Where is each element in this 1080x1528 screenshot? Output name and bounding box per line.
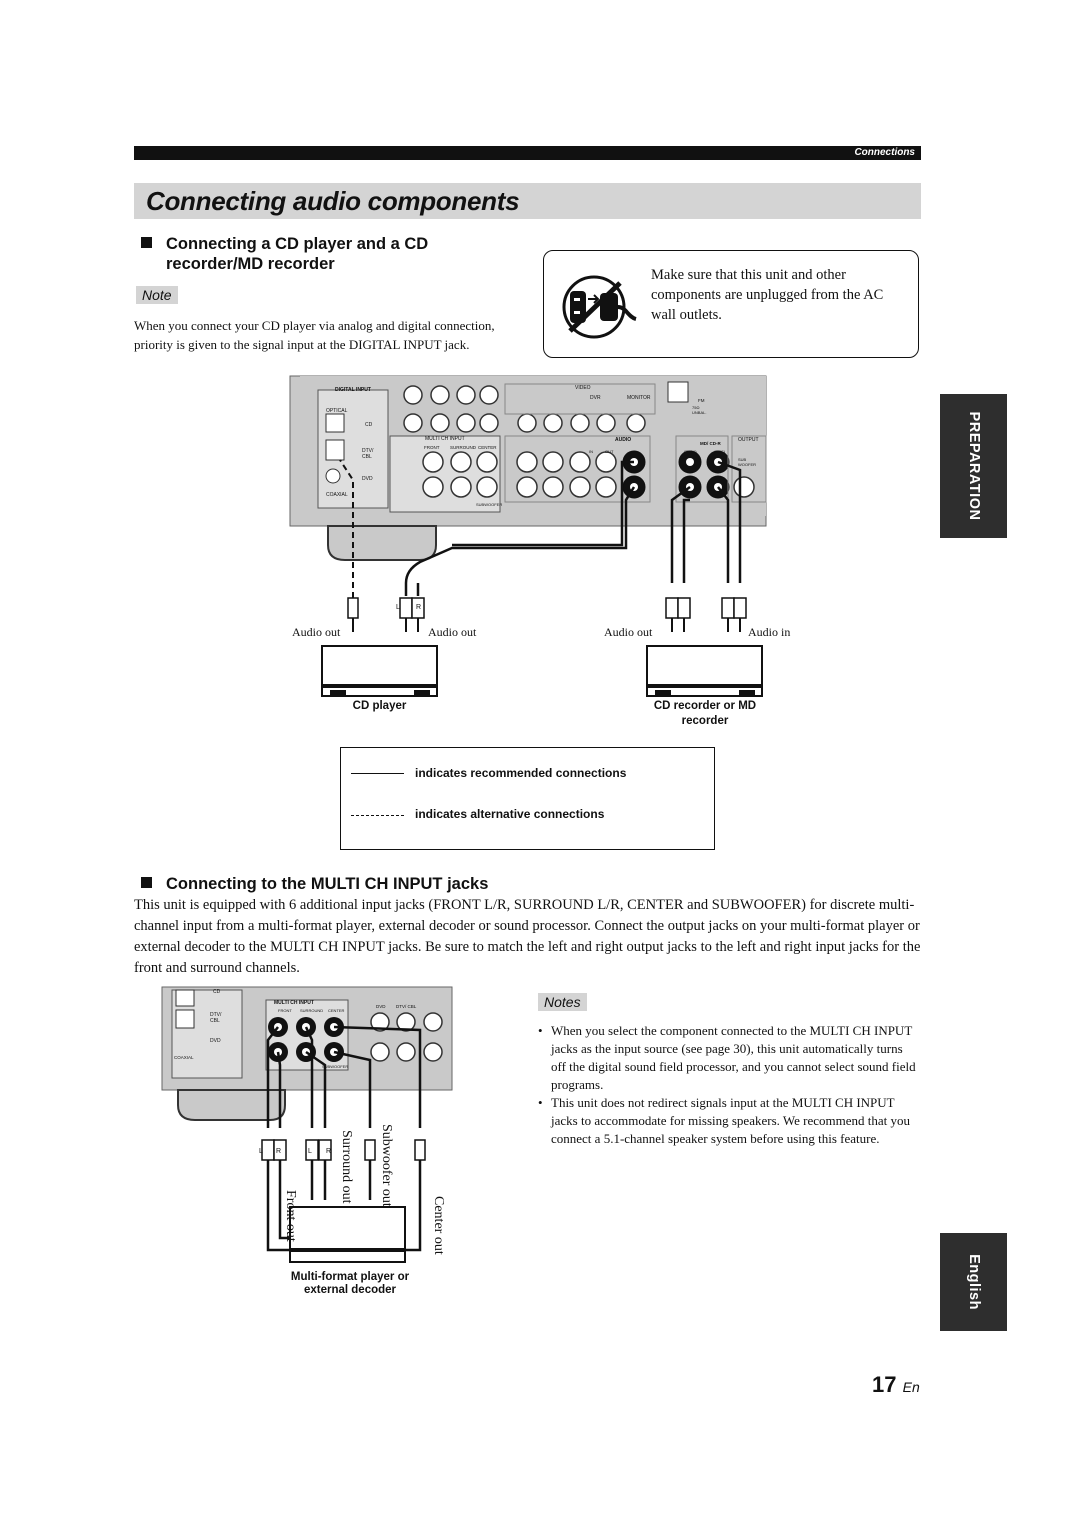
dvr-label: DVR	[590, 395, 601, 401]
cd-audio-out-analog-label: Audio out	[428, 625, 477, 639]
legend-alternative: indicates alternative connections	[415, 807, 605, 821]
page-number: 17 En	[872, 1372, 920, 1397]
subwoofer-out-label: Subwoofer out	[379, 1124, 394, 1207]
cd-player-caption: CD player	[352, 700, 407, 712]
center-label-2: CENTER	[328, 1008, 345, 1013]
section-label: Connections	[854, 147, 915, 158]
recorder-audio-out-label: Audio out	[604, 625, 653, 639]
multi-format-player-box	[290, 1207, 405, 1262]
english-tab: English	[940, 1233, 1007, 1331]
digital-input-label: DIGITAL INPUT	[335, 387, 371, 393]
front-plug-r: R	[276, 1148, 282, 1155]
dtv-cbl-jack-label-2: DTV/ CBL	[210, 1012, 222, 1024]
note-item: • When you select the component connected to the MULTI CH INPUT jacks as the input source (see page 30), this unit automatically turns off the digital sound field processor, and you cannot select sound field programs.	[538, 1022, 916, 1094]
page-title: Connecting audio components	[146, 186, 520, 216]
cd-jack-label: CD	[365, 422, 373, 428]
out-label: OUT	[605, 449, 614, 454]
note-tag: Note	[136, 286, 178, 305]
fm-label: FM	[698, 398, 705, 403]
cd-jack-label-2: CD	[213, 989, 221, 995]
surround-out-label: Surround out	[339, 1130, 354, 1204]
multi-ch-diagram	[0, 980, 540, 1270]
preparation-tab: PREPARATION	[940, 394, 1007, 538]
multi-ch-body: This unit is equipped with 6 additional input jacks (FRONT L/R, SURROUND L/R, CENTER and SUBWOOFER) for discrete multi-channel input from a multi-format player, external decoder or sound processor. Connect the output jacks on your multi-format player or external decoder to the MULTI CH INPUT jacks. Be sure to match the left and right output jacks to the left and right input jacks for the front and surround channels.	[134, 897, 921, 976]
rec-label: (REC)	[714, 449, 726, 454]
md-cdr-label: MD/ CD-R	[700, 441, 721, 446]
cd-connection-diagram	[0, 0, 1080, 760]
dvd-jack-label-2: DVD	[210, 1038, 221, 1044]
cd-recorder-box	[647, 646, 762, 696]
cd-audio-out-digital-label: Audio out	[292, 625, 341, 639]
front-label-2: FRONT	[278, 1008, 292, 1013]
warning-text: Make sure that this unit and other components are unplugged from the AC wall outlets.	[651, 267, 884, 323]
dtv-cbl-jack-label: DTV/ CBL	[362, 448, 374, 460]
surround-plug-l: L	[308, 1148, 312, 1155]
notes-list	[538, 1022, 916, 1148]
multi-ch-input-label: MULTI CH INPUT	[425, 436, 465, 442]
in-label: IN	[589, 449, 593, 454]
video-label: VIDEO	[575, 385, 591, 391]
unbal-label: 75Ω UNBAL.	[692, 405, 707, 415]
output-label: OUTPUT	[738, 437, 759, 443]
front-plug-l: L	[259, 1148, 263, 1155]
plug-r-label: R	[416, 604, 422, 611]
cd-section-heading: Connecting a CD player and a CD recorder/MD recorder	[141, 234, 531, 274]
front-out-label: Front out	[283, 1190, 298, 1242]
subwoofer-label: SUBWOOFER	[476, 502, 503, 507]
multi-format-caption-line2: external decoder	[303, 1284, 397, 1296]
center-label: CENTER	[478, 445, 497, 450]
recorder-audio-in-label: Audio in	[748, 625, 791, 639]
square-bullet-icon	[141, 877, 152, 888]
front-label: FRONT	[424, 445, 440, 450]
cd-recorder-caption-line1: CD recorder or MD	[653, 700, 757, 712]
multi-ch-heading: Connecting to the MULTI CH INPUT jacks	[141, 874, 488, 894]
surround-plug-r: R	[326, 1148, 332, 1155]
surround-label-2: SURROUND	[300, 1008, 324, 1013]
cable-plugs	[348, 598, 746, 618]
coaxial-label-2: COAXIAL	[174, 1055, 194, 1060]
optical-label: OPTICAL	[326, 408, 348, 414]
plug-l-label: L	[396, 604, 400, 611]
solid-line-sample	[351, 773, 404, 774]
dashed-line-sample	[351, 815, 404, 816]
surround-label: SURROUND	[450, 445, 477, 450]
connection-legend	[340, 747, 715, 850]
cd-note-text: When you connect your CD player via analog and digital connection, priority is given to the signal input at the DIGITAL INPUT jack.	[134, 318, 495, 352]
subwoofer-label-2: SUBWOOFER	[322, 1064, 349, 1069]
cd-player-box	[322, 646, 437, 696]
dvd-jack-label: DVD	[362, 476, 373, 482]
coaxial-label: COAXIAL	[326, 492, 348, 498]
multi-format-caption-line1: Multi-format player or	[290, 1271, 410, 1283]
dtv-cbl-label-3: DTV/ CBL	[396, 1004, 417, 1009]
play-label: (PLAY)	[684, 449, 697, 454]
multi-ch-input-label-2: MULTI CH INPUT	[274, 1000, 314, 1006]
legend-recommended: indicates recommended connections	[415, 766, 627, 780]
sub-woofer-output-label: SUB WOOFER	[738, 457, 756, 467]
monitor-label: MONITOR	[627, 395, 651, 401]
center-out-label: Center out	[431, 1196, 446, 1255]
cd-recorder-caption-line2: recorder	[681, 715, 729, 727]
notes-tag: Notes	[538, 993, 587, 1012]
receiver-rear-panel	[290, 376, 766, 560]
audio-label: AUDIO	[615, 437, 632, 443]
note-item: • This unit does not redirect signals input at the MULTI CH INPUT jacks to accommodate for missing speakers. We recommend that you connect a 5.1-channel speaker system before using this feature.	[538, 1094, 916, 1148]
dvd-label-2: DVD	[376, 1004, 386, 1009]
